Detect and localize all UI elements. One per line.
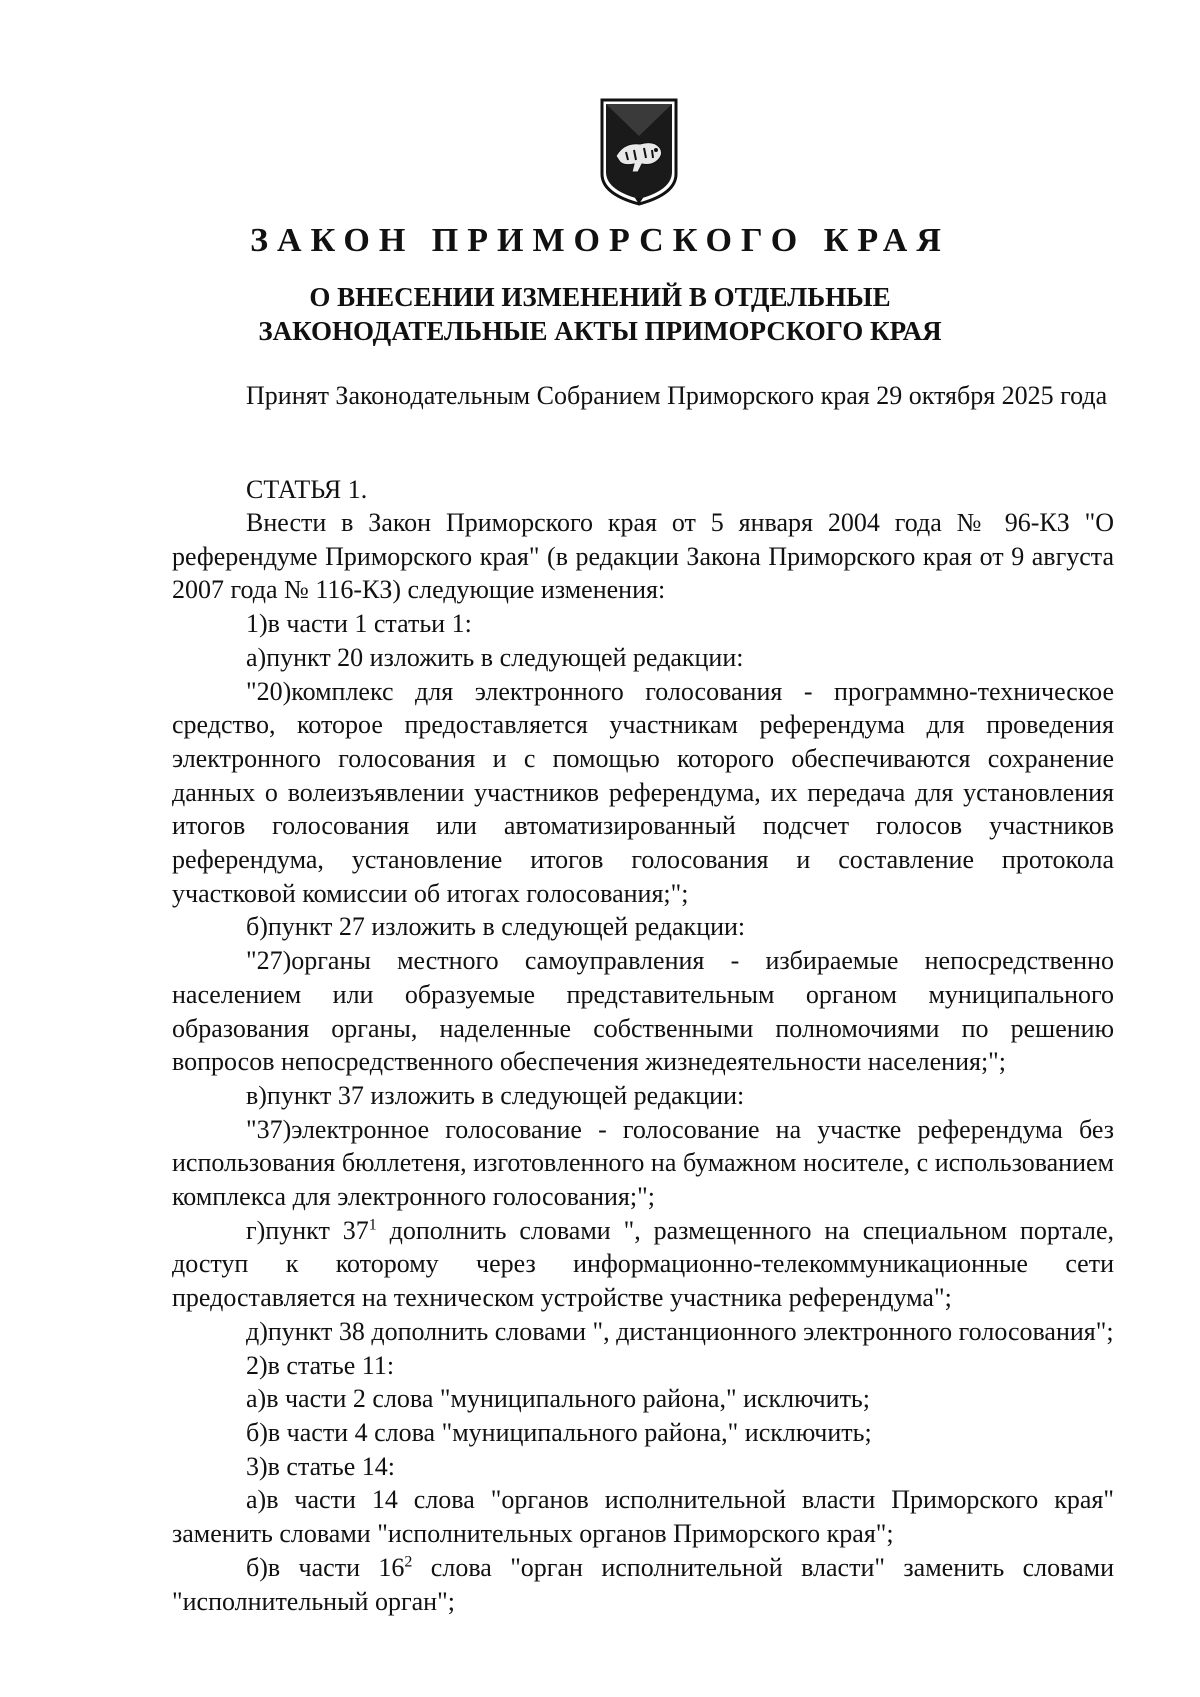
article-intro: Внести в Закон Приморского края от 5 января 2004 года № 96-КЗ "О референдуме Приморского края" (в редакции Закона Приморского края от 9 августа 2007 года № 116-КЗ) следующие изменения: — [172, 508, 1114, 605]
clause-3b-rest: слова "орган исполнительной власти" заменить словами "исполнительный орган"; — [172, 1552, 1114, 1616]
clause-2a: а)в части 2 слова "муниципального района," исключить; — [246, 1384, 871, 1414]
clause-3: 3)в статье 14: — [246, 1451, 396, 1481]
clause-1g-superscript: 1 — [368, 1216, 377, 1234]
clause-1d: д)пункт 38 дополнить словами ", дистанционного электронного голосования"; — [246, 1316, 1114, 1346]
clause-1g-rest: дополнить словами ", размещенного на специальном портале, доступ к которому через информационно-телекоммуникационные сети предоставляется на техническом устройстве участника референдума"; — [172, 1215, 1114, 1313]
clause-1v: в)пункт 37 изложить в следующей редакции: — [246, 1080, 745, 1110]
article-body — [172, 506, 1114, 1618]
subtitle-line-1: О ВНЕСЕНИИ ИЗМЕНЕНИЙ В ОТДЕЛЬНЫЕ — [309, 282, 891, 312]
clause-1g — [172, 1214, 1114, 1315]
clause-2b: б)в части 4 слова "муниципального района," исключить; — [246, 1417, 872, 1447]
clause-3b-superscript: 2 — [404, 1553, 413, 1571]
clause-1b: б)пункт 27 изложить в следующей редакции: — [246, 912, 746, 942]
subtitle-line-2: ЗАКОНОДАТЕЛЬНЫЕ АКТЫ ПРИМОРСКОГО КРАЯ — [258, 316, 942, 346]
clause-1v-text: "37)электронное голосование - голосование на участке референдума без использования бюллетеня, изготовленного на бумажном носителе, с использованием комплекса для электронного голосования;"; — [172, 1114, 1114, 1212]
clause-3a: а)в части 14 слова "органов исполнительной власти Приморского края" заменить словами "исполнительных органов Приморского края"; — [172, 1485, 1114, 1549]
clause-3b-prefix: б)в части 16 — [246, 1552, 405, 1582]
law-subtitle — [0, 280, 1200, 348]
clause-1: 1)в части 1 статьи 1: — [246, 609, 472, 639]
clause-1a-text: "20)комплекс для электронного голосования - программно-техническое средство, которое предоставляется участникам референдума для проведения электронного голосования и с помощью которого обеспечиваются сохранение данных о волеизъявлении участников референдума, их передача для установления итогов голосования или автоматизированный подсчет голосов участников референдума, установление итогов голосования и составление протокола участковой комиссии об итогах голосования;"; — [172, 676, 1114, 908]
adoption-note: Принят Законодательным Собранием Приморского края 29 октября 2025 года — [246, 381, 1108, 410]
article-heading: СТАТЬЯ 1. — [246, 475, 368, 504]
clause-1b-text: "27)органы местного самоуправления - избираемые непосредственно населением или образуемые представительным органом муниципального образования органы, наделенные собственными полномочиями по решению вопросов непосредственного обеспечения жизнедеятельности населения;"; — [172, 946, 1114, 1077]
law-title: ЗАКОН ПРИМОРСКОГО КРАЯ — [250, 222, 950, 259]
clause-3b — [172, 1551, 1114, 1618]
clause-2: 2)в статье 11: — [246, 1350, 395, 1380]
primorsky-krai-coat-of-arms-icon — [598, 96, 680, 208]
clause-1a: а)пункт 20 изложить в следующей редакции: — [246, 642, 744, 672]
clause-1g-prefix: г)пункт 37 — [246, 1215, 369, 1245]
